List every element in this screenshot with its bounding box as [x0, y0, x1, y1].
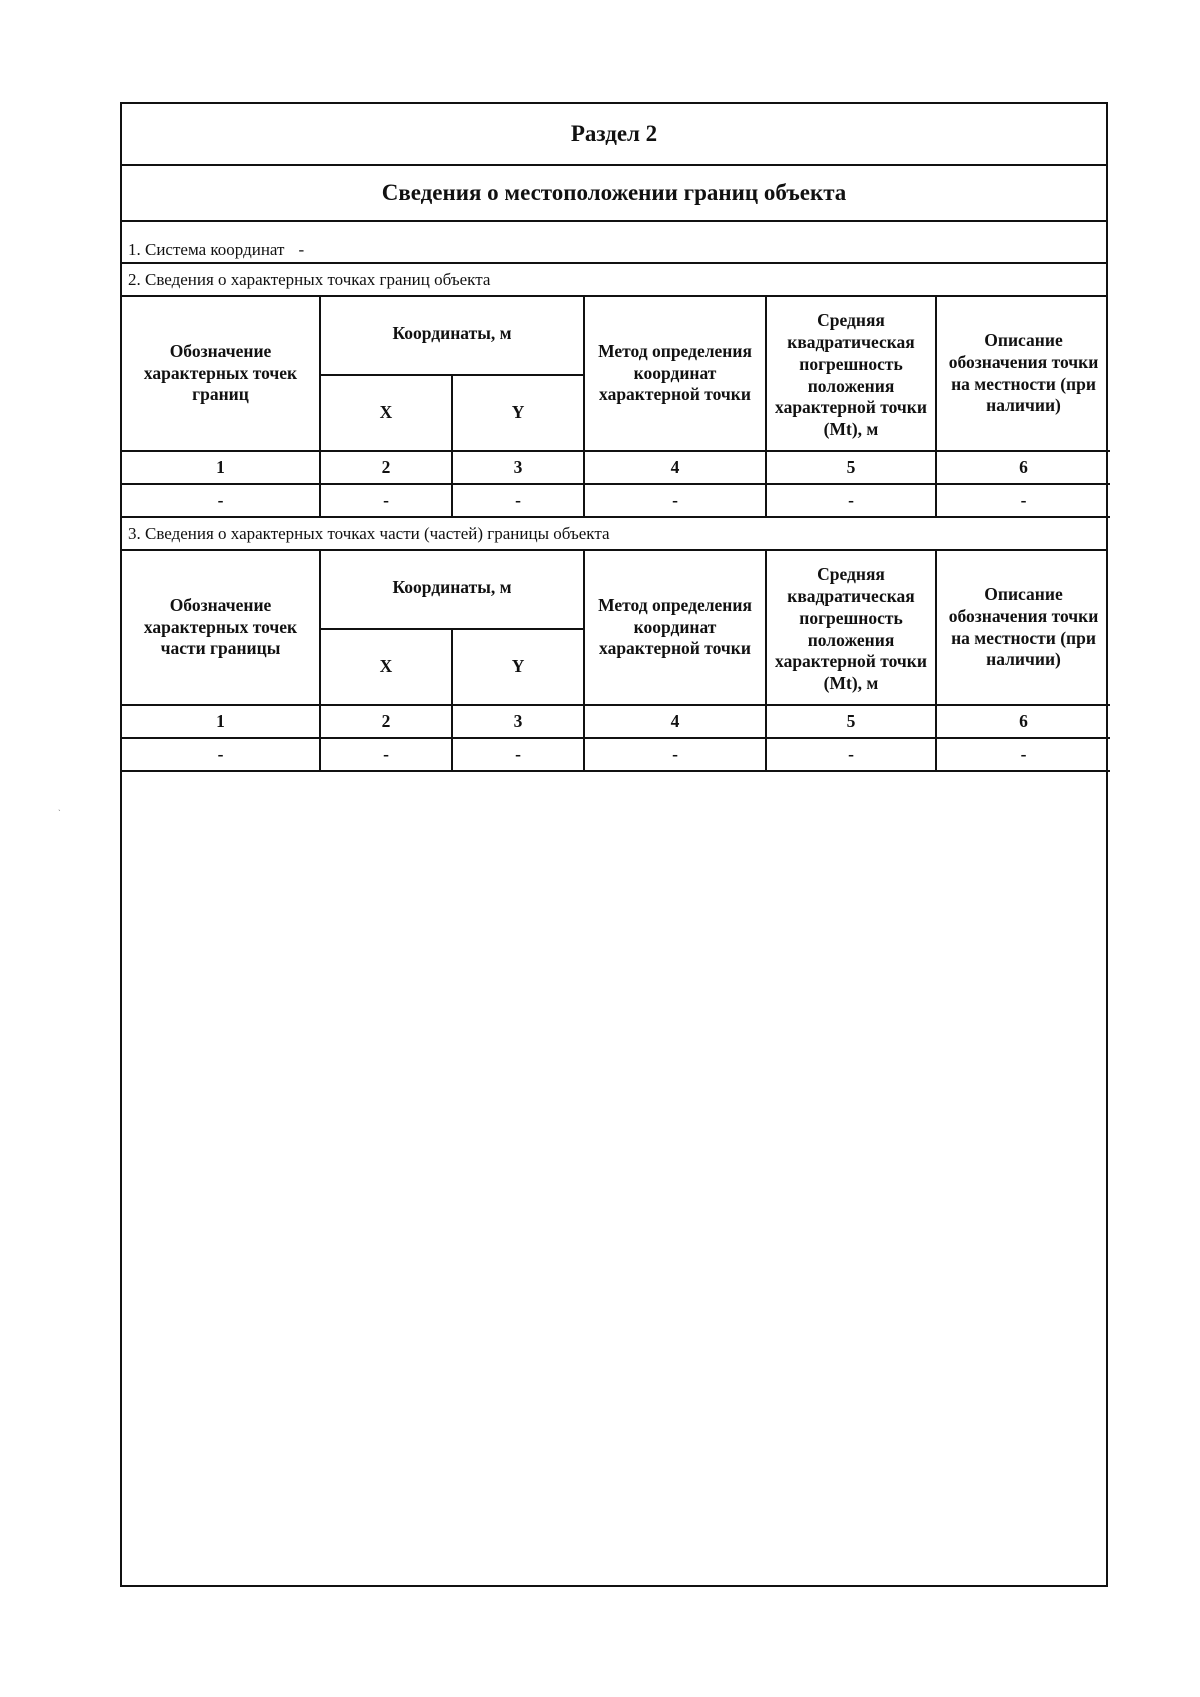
header-x: X — [320, 375, 452, 451]
header-y: Y — [452, 629, 584, 705]
table-row — [122, 484, 1110, 517]
header-method: Метод определения координат характерной точки — [584, 551, 766, 705]
header-y: Y — [452, 375, 584, 451]
section-title: Раздел 2 — [122, 104, 1106, 166]
header-coordinates: Координаты, м — [320, 297, 584, 375]
column-number: 3 — [452, 451, 584, 484]
table-cell: - — [320, 738, 452, 771]
column-numbers-row — [122, 451, 1110, 484]
column-number: 1 — [122, 451, 320, 484]
table-cell: - — [122, 484, 320, 517]
header-method: Метод определения координат характерной точки — [584, 297, 766, 451]
column-numbers-row — [122, 705, 1110, 738]
table-row — [122, 738, 1110, 771]
table-cell: - — [122, 738, 320, 771]
header-error: Средняя квадратическая погрешность положения характерной точки (Mt), м — [766, 551, 936, 705]
section-subtitle: Сведения о местоположении границ объекта — [122, 166, 1106, 222]
header-designation: Обозначение характерных точек границ — [122, 297, 320, 451]
table-cell: - — [766, 484, 936, 517]
table1-caption: 2. Сведения о характерных точках границ объекта — [122, 264, 1106, 297]
table2-caption: 3. Сведения о характерных точках части (частей) границы объекта — [122, 518, 1106, 551]
column-number: 2 — [320, 451, 452, 484]
table-cell: - — [584, 484, 766, 517]
column-number: 5 — [766, 705, 936, 738]
table-cell: - — [320, 484, 452, 517]
header-description: Описание обозначения точки на местности (при наличии) — [936, 297, 1110, 451]
header-designation: Обозначение характерных точек части границы — [122, 551, 320, 705]
column-number: 4 — [584, 451, 766, 484]
table-cell: - — [936, 738, 1110, 771]
column-number: 6 — [936, 705, 1110, 738]
column-number: 3 — [452, 705, 584, 738]
column-number: 4 — [584, 705, 766, 738]
column-number: 2 — [320, 705, 452, 738]
table-cell: - — [584, 738, 766, 771]
header-x: X — [320, 629, 452, 705]
document-frame — [120, 102, 1108, 1587]
table-cell: - — [452, 738, 584, 771]
column-number: 6 — [936, 451, 1110, 484]
coordinate-system-label: 1. Система координат — [128, 240, 285, 259]
table-cell: - — [766, 738, 936, 771]
boundary-points-table — [122, 297, 1110, 518]
header-description: Описание обозначения точки на местности (при наличии) — [936, 551, 1110, 705]
header-coordinates: Координаты, м — [320, 551, 584, 629]
header-error: Средняя квадратическая погрешность положения характерной точки (Mt), м — [766, 297, 936, 451]
table-cell: - — [452, 484, 584, 517]
boundary-part-points-table — [122, 551, 1110, 772]
column-number: 5 — [766, 451, 936, 484]
coordinate-system-value: - — [298, 240, 305, 259]
coordinate-system-row — [122, 222, 1106, 264]
scan-speck: ˎ — [58, 802, 61, 811]
table-cell: - — [936, 484, 1110, 517]
column-number: 1 — [122, 705, 320, 738]
